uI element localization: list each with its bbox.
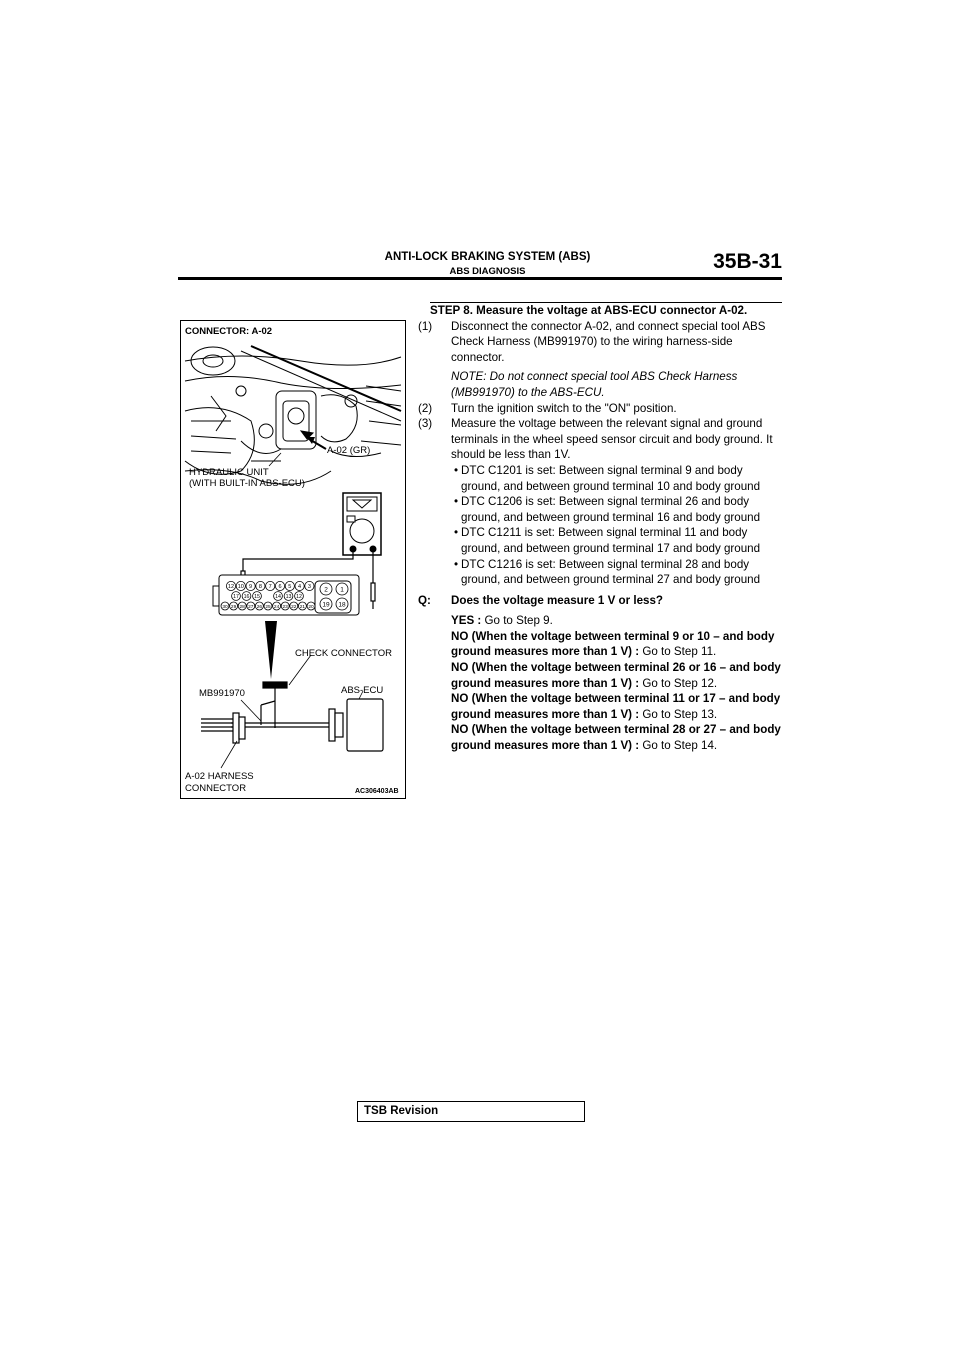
bullet-item [451, 525, 782, 556]
step-title: STEP 8. Measure the voltage at ABS-ECU connector A-02. [430, 304, 748, 317]
answer-item [451, 722, 782, 753]
item-text: Disconnect the connector A-02, and connect special tool ABS Check Harness (MB991970) to the wiring harness-side connector. [451, 319, 766, 364]
connector-pin-number: 21 [299, 605, 306, 611]
bullet-text: DTC C1201 is set: Between signal terminal 9 and body ground, and between ground terminal 10 and body ground [461, 463, 761, 493]
answer-text: Go to Step 12. [642, 676, 718, 690]
section-subtitle: ABS DIAGNOSIS [449, 266, 526, 277]
connector-pin-number: 8 [258, 584, 262, 591]
answer-label: NO (When the voltage between terminal 11 or 17 – and body ground measures more than 1 V) : [451, 692, 781, 721]
answer-text: Go to Step 11. [642, 645, 717, 659]
procedure-text [418, 303, 782, 754]
connector-pin-number: 18 [338, 601, 346, 609]
list-item [418, 401, 782, 417]
answer-item [451, 613, 782, 629]
connector-pin-number: 5 [288, 584, 292, 591]
connector-pin-number: 4 [298, 584, 302, 591]
connector-pin-number: 15 [254, 594, 260, 601]
hydraulic-unit-label: HYDRAULIC UNIT [189, 467, 269, 478]
connector-pin-number: 6 [278, 584, 282, 591]
answer-item [451, 691, 782, 722]
bullet-icon: • [453, 557, 459, 571]
harness-label: A-02 HARNESS [185, 771, 254, 782]
bullet-icon: • [453, 495, 459, 509]
section-title: ANTI-LOCK BRAKING SYSTEM (ABS) [384, 251, 591, 263]
bullet-text: DTC C1206 is set: Between signal terminal 26 and body ground, and between ground terminal 16 and body ground [461, 495, 761, 524]
connector-pin-number: 24 [273, 605, 280, 611]
connector-pin-number: 26 [256, 605, 263, 611]
a02-label: A-02 (GR) [327, 445, 371, 456]
answers [451, 613, 782, 753]
item-number: (2) [418, 401, 433, 415]
connector-pin-number: 17 [233, 594, 239, 601]
connector-pin-number: 19 [322, 601, 330, 609]
connector-pin-number: 12 [296, 594, 302, 601]
question-text: Does the voltage measure 1 V or less? [451, 593, 663, 607]
item-number: (1) [418, 319, 433, 333]
answer-label: YES : [451, 614, 482, 628]
bullet-text: DTC C1211 is set: Between signal terminal 11 and body ground, and between ground terminal 17 and body ground [461, 526, 761, 555]
connector-pin-number: 12 [227, 584, 235, 591]
engine-bay-illustration [181, 321, 405, 798]
header-rule [178, 277, 782, 280]
figure-id: AC306403AB [355, 788, 399, 795]
connector-pin-number: 2 [324, 586, 328, 594]
answer-item [451, 629, 782, 660]
connector-pin-number: 14 [275, 594, 281, 601]
bullet-item [451, 463, 782, 494]
connector-pin-number: 16 [243, 594, 250, 601]
page-number: 35B-31 [713, 250, 782, 273]
bullet-item [451, 494, 782, 525]
mb991970-label: MB991970 [199, 688, 245, 699]
bullet-icon: • [453, 463, 459, 477]
hydraulic-unit-sub-label: (WITH BUILT-IN ABS-ECU) [189, 478, 305, 489]
bullet-icon: • [453, 526, 459, 540]
item-number: (3) [418, 417, 433, 431]
answer-text: Go to Step 9. [484, 614, 553, 628]
connector-pin-number: 23 [282, 605, 288, 611]
connector-pin-number: 22 [291, 605, 297, 611]
tsb-revision-box: TSB Revision [357, 1101, 585, 1122]
connector-pin-number: 25 [265, 605, 271, 611]
answer-text: Go to Step 14. [642, 739, 718, 753]
connector-pin-number: 13 [285, 594, 292, 601]
abs-ecu-label: ABS-ECU [341, 685, 384, 696]
connector-pin-number: 3 [307, 584, 311, 591]
connector-pin-number: 30 [222, 605, 228, 611]
item-text: Measure the voltage between the relevant signal and ground terminals in the wheel speed sensor circuit and body ground. It should be less than 1V. [451, 417, 773, 462]
answer-item [451, 660, 782, 691]
connector-pin-number: 28 [239, 605, 245, 611]
list-item [418, 416, 782, 463]
answer-text: Go to Step 13. [642, 707, 718, 721]
note-text: NOTE: Do not connect special tool ABS Check Harness (MB991970) to the ABS-ECU. [451, 370, 738, 399]
connector-pin-number: 27 [248, 605, 254, 611]
bullet-text: DTC C1216 is set: Between signal terminal 28 and body ground, and between ground terminal 27 and body ground [461, 557, 761, 587]
check-connector-label: CHECK CONNECTOR [295, 648, 392, 659]
answer-label: NO (When the voltage between terminal 28 or 27 – and body ground measures more than 1 V) : [451, 723, 781, 753]
connector-pin-number: 9 [249, 584, 253, 591]
answer-label: NO (When the voltage between terminal 9 or 10 – and body ground measures more than 1 V) : [451, 629, 775, 659]
question-label: Q: [418, 593, 431, 607]
harness-sub-label: CONNECTOR [185, 783, 247, 794]
connector-label: CONNECTOR: A-02 [185, 326, 273, 337]
connector-pin-number: 1 [340, 586, 344, 594]
connector-pin-number: 29 [230, 605, 237, 611]
connector-pin-number: 10 [237, 584, 244, 591]
connector-pin-number: 20 [308, 605, 314, 611]
list-item [418, 319, 782, 366]
question [418, 593, 782, 609]
connector-figure [180, 320, 406, 799]
connector-pin-number: 7 [268, 584, 272, 591]
bullet-item [451, 557, 782, 588]
item-text: Turn the ignition switch to the "ON" position. [451, 401, 677, 415]
answer-label: NO (When the voltage between terminal 26 or 16 – and body ground measures more than 1 V) : [451, 661, 781, 690]
